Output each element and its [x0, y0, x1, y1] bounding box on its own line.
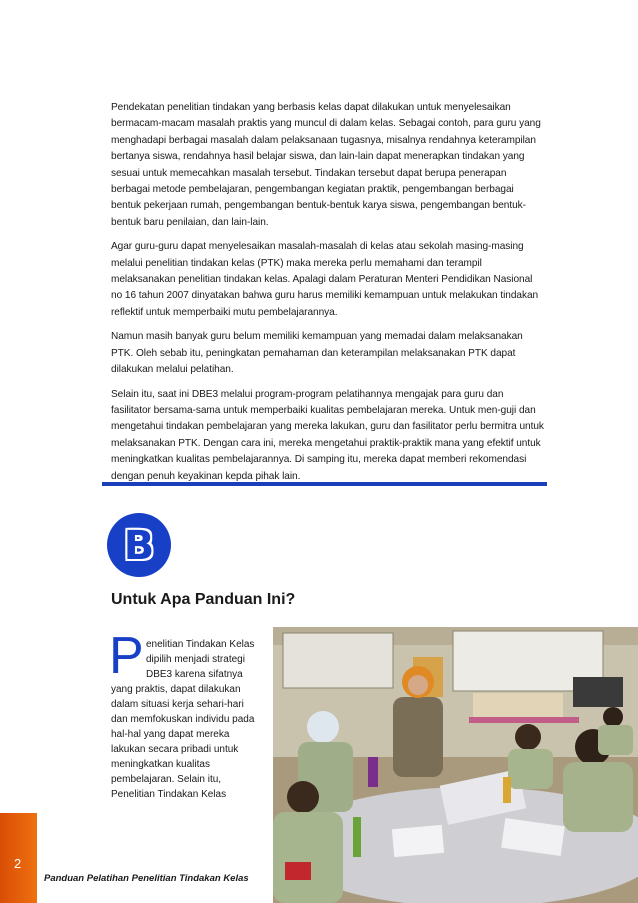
body-line: dipilih menjadi strategi [146, 654, 245, 665]
paragraph: Pendekatan penelitian tindakan yang berbasis kelas dapat dilakukan untuk menyelesaikan bermacam-macam masalah praktis yang muncul di dalam kelas. Sebagai contoh, para guru yang menghadapi berbagai masalah dalam pelaksanaan tugasnya, misalnya rendahnya keterampilan bertanya siswa, rendahnya hasil belajar siswa, dan lain-lain dapat menerapkan tindakan yang sesuai untuk memecahkan masalah tersebut. Tindakan tersebut dapat berupa penerapan berbagai metode pembelajaran, pengembangan kegiatan praktik, pengembangan berbagai bentuk pekerjaan rumah, pengembangan bentuk-bentuk karya siswa, pengembangan bentuk-bentuk baru penilaian, dan lain-lain. [111, 102, 541, 228]
body-line: Penelitian Tindakan Kelas [111, 789, 227, 800]
paragraph: Agar guru-guru dapat menyelesaikan masalah-masalah di kelas atau sekolah masing-masing melalui penelitian tindakan kelas (PTK) maka mereka perlu memahami dan terampil melaksanakan penelitian tindakan kelas. Apalagi dalam Peraturan Menteri Pendidikan Nasional no 16 tahun 2007 dinyatakan bahwa guru harus memiliki kemampuan untuk melakukan tindakan reflektif untuk memperbaiki mutu pembelajarannya. [111, 241, 539, 318]
drop-cap: P [109, 627, 144, 685]
body-line: lakukan secara pribadi untuk [111, 744, 239, 755]
body-line: DBE3 karena sifatnya [146, 669, 243, 680]
section-divider [102, 482, 547, 486]
body-line: hal-hal yang dapat mereka [111, 729, 230, 740]
section-letter: B [123, 523, 155, 569]
body-line: dan memfokuskan individu pada [111, 714, 255, 725]
section-letter-badge [107, 513, 171, 577]
paragraph: Namun masih banyak guru belum memiliki kemampuan yang memadai dalam melaksanakan PTK. Oleh sebab itu, peningkatan pemahaman dan keterampilan melaksanakan PTK dapat dilakukan melalui pelatihan. [111, 331, 523, 376]
body-line: enelitian Tindakan Kelas [146, 639, 255, 650]
section-heading: Untuk Apa Panduan Ini? [111, 591, 296, 608]
intro-text [111, 100, 546, 493]
classroom-photo [273, 627, 638, 903]
body-line: meningkatkan kualitas [111, 759, 210, 770]
footer-title: Panduan Pelatihan Penelitian Tindakan Kelas [44, 873, 249, 884]
classroom-photo-illustration [273, 627, 638, 903]
body-line: pembelajaran. Selain itu, [111, 774, 222, 785]
body-line: dalam situasi kerja sehari-hari [111, 699, 244, 710]
page-number: 2 [14, 856, 22, 871]
body-line: yang praktis, dapat dilakukan [111, 684, 241, 695]
paragraph: Selain itu, saat ini DBE3 melalui program-program pelatihannya mengajak para guru dan fasilitator bersama-sama untuk memperbaiki kualitas pembelajaran mereka. Untuk men-guji dan mengetahui tindakan pembelajaran yang mereka lakukan, guru dan fasilitator perlu bermitra untuk melaksanakan PTK. Dengan cara ini, mereka mengetahui praktik-praktik mana yang efektif untuk meningkatkan kualitas pembelajarannya. Di samping itu, mereka dapat memberi rekomendasi dengan penuh keyakinan kepda pihak lain. [111, 388, 544, 482]
